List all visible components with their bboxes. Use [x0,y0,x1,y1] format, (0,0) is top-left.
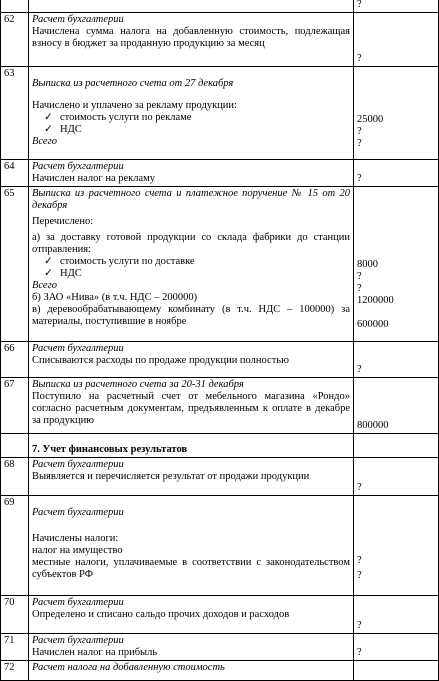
row-description [29,596,354,634]
list-item: ✓ стоимость услуги по рекламе [44,112,192,123]
row-amount [354,661,439,681]
row-number: 71 [1,634,29,661]
row-amount: ? [354,634,439,661]
row-description [29,496,354,596]
table-row [1,661,439,681]
row-description [29,67,354,160]
row-description [29,378,354,434]
row-intro: Начислены налоги: [32,533,119,544]
row-number: 63 [1,67,29,160]
row-description [29,634,354,661]
row-number: 68 [1,458,29,496]
row-number: 64 [1,160,29,187]
row-text: Начислен налог на рекламу [32,173,156,184]
row-text: а) за доставку готовой продукции со склада фабрики до станции отправления: [32,232,350,255]
row-amount: 800000 [354,378,439,434]
row-text: Начислен налог на прибыль [32,647,158,658]
row-amount: ? [354,0,439,13]
table-row [1,160,439,187]
row-title: Расчет налога на добавленную стоимость [32,662,225,673]
row-description [29,13,354,67]
row-title: Выписка из расчетного счета от 27 декабря [32,78,234,89]
row-text: б) ЗАО «Нива» (в т.ч. НДС – 200000) [32,292,198,303]
row-amount: ? ? [354,496,439,596]
row-title: Расчет бухгалтерии [32,14,124,25]
row-text: местные налоги, уплачиваемые в соответствии с законодательством субъектов РФ [32,557,350,580]
table-row [1,187,439,342]
row-title: Расчет бухгалтерии [32,635,124,646]
row-total: Всего [32,136,57,147]
table-row [1,596,439,634]
row-title: Выписка из расчетного счета и платежное поручение № 15 от 20 декабря [32,188,350,211]
row-amount [354,434,439,458]
row-description [29,342,354,378]
row-amount: ? [354,13,439,67]
section-heading: 7. Учет финансовых результатов [29,434,354,458]
check-mark-icon: ✓ [44,256,53,267]
row-title: Расчет бухгалтерии [32,343,124,354]
table-row [1,496,439,596]
check-mark-icon: ✓ [44,268,53,279]
row-intro: Перечислено: [32,216,94,227]
row-text: Определено и списано сальдо прочих доходов и расходов [32,609,290,620]
row-description [29,160,354,187]
row-amount: 25000 ? ? [354,67,439,160]
row-intro: Начислено и уплачено за рекламу продукции: [32,100,237,111]
row-number: 70 [1,596,29,634]
row-description [29,458,354,496]
check-mark-icon: ✓ [44,124,53,135]
row-amount: ? [354,458,439,496]
row-number: 69 [1,496,29,596]
table-row [1,434,439,458]
check-mark-icon: ✓ [44,112,53,123]
row-description [29,187,354,342]
row-title: Выписка из расчетного счета за 20-31 декабря [32,379,244,390]
row-number: 67 [1,378,29,434]
row-amount: ? [354,160,439,187]
row-total: Всего [32,280,57,291]
list-item: ✓ НДС [44,124,82,135]
row-amount: ? [354,596,439,634]
row-number [1,434,29,458]
row-description [29,661,354,681]
table-row [1,634,439,661]
row-description [29,0,354,13]
row-text: в) деревообрабатывающему комбинату (в т.ч. НДС – 100000) за материалы, поступившие в ноябре [32,304,350,327]
row-title: Расчет бухгалтерии [32,507,124,518]
row-number: 72 [1,661,29,681]
row-title: Расчет бухгалтерии [32,161,124,172]
row-title: Расчет бухгалтерии [32,597,124,608]
table-row [1,13,439,67]
row-text: Начислена сумма налога на добавленную стоимость, подлежащая взносу в бюджет за проданную продукцию за месяц [32,26,350,49]
row-text: налог на имущество [32,545,123,556]
row-number: 62 [1,13,29,67]
list-item: ✓ НДС [44,268,82,279]
table-row [1,67,439,160]
table-row [1,378,439,434]
row-text: Выявляется и перечисляется результат от продажи продукции [32,471,310,482]
table-row [1,0,439,13]
row-number: 66 [1,342,29,378]
row-text: Поступило на расчетный счет от мебельного магазина «Рондо» согласно расчетным документам, предъявленным к оплате в декабре за продукцию [32,391,350,426]
row-amount: 8000 ? ? 1200000 600000 [354,187,439,342]
table-row [1,342,439,378]
row-amount: ? [354,342,439,378]
row-number [1,0,29,13]
row-title: Расчет бухгалтерии [32,459,124,470]
row-number: 65 [1,187,29,342]
row-text: Списываются расходы по продаже продукции полностью [32,355,289,366]
list-item: ✓ стоимость услуги по доставке [44,256,195,267]
table-row [1,458,439,496]
